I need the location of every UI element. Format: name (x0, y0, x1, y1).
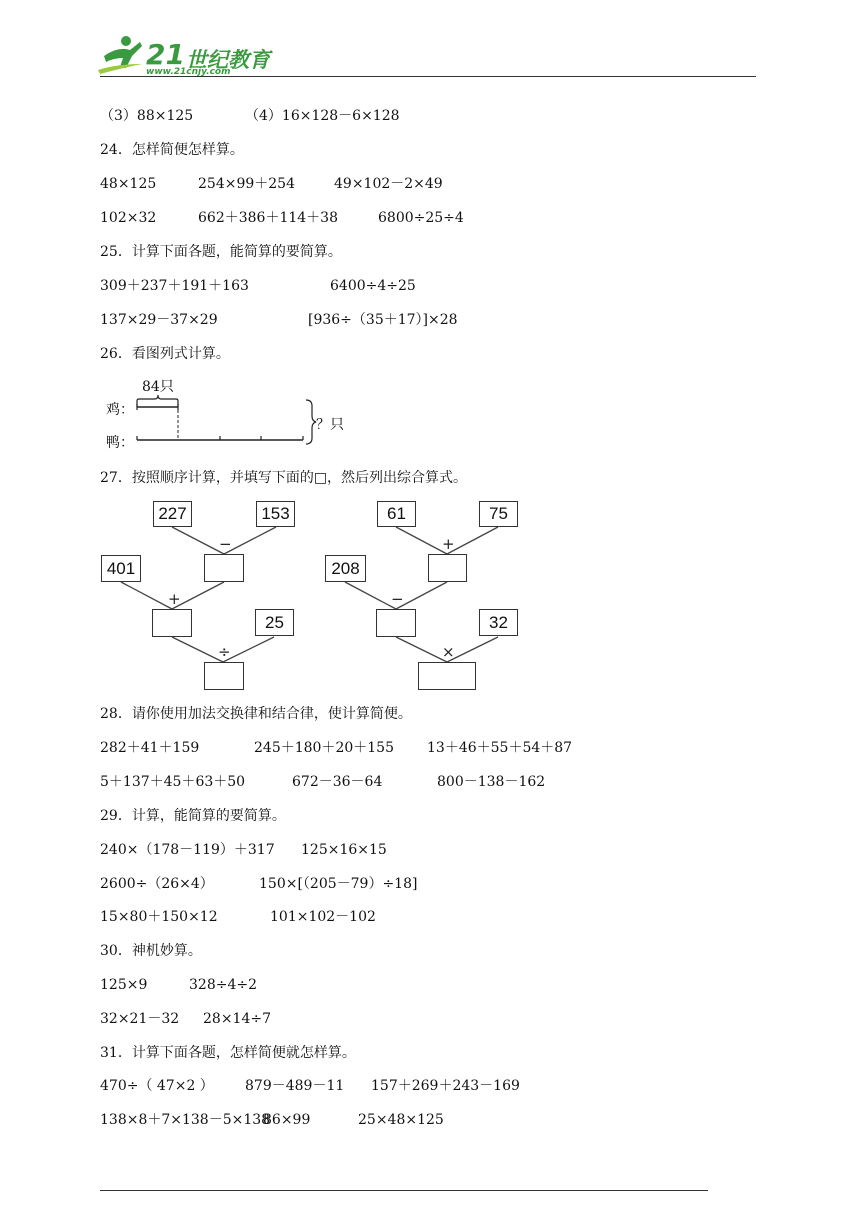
tree-left-op3: ÷ (218, 643, 231, 661)
expr-28-2a: 5＋137＋45＋63＋50 (100, 774, 246, 790)
question-29: 29．计算，能简算的要简算。 (100, 808, 286, 824)
tree-right-op1: + (442, 535, 455, 553)
expr-31-2a: 138×8＋7×138－5×138 (100, 1112, 271, 1128)
footer-rule (100, 1190, 708, 1191)
line-23-3: （3）88×125 (100, 108, 194, 124)
header-logo (96, 34, 296, 78)
expr-29-3a: 15×80＋150×12 (100, 909, 218, 925)
tree-left-box-a: 227 (153, 501, 192, 527)
label-duck: 鸭： (106, 435, 134, 451)
expr-24-2c: 6800÷25÷4 (378, 210, 464, 226)
tree-left-box-c: 401 (101, 555, 141, 582)
expr-29-3b: 101×102－102 (270, 909, 376, 925)
tree-left-op2: + (168, 590, 181, 608)
tree-right-box-b: 75 (479, 501, 518, 527)
expr-30-2a: 32×21－32 (100, 1011, 180, 1027)
tree-right-answer-2[interactable] (376, 609, 416, 637)
expr-24-1a: 48×125 (100, 176, 157, 192)
runner-logo-icon (96, 34, 146, 78)
expr-29-2b: 150×[（205－79）÷18] (259, 876, 418, 892)
expr-29-1a: 240×（178－119）＋317 (100, 842, 275, 858)
expr-31-1a: 470÷（ 47×2 ） (100, 1078, 214, 1094)
expr-31-1c: 157＋269＋243－169 (371, 1078, 520, 1094)
expr-28-2c: 800－138－162 (437, 774, 546, 790)
label-question: ？只 (316, 417, 344, 433)
expr-31-2c: 25×48×125 (358, 1112, 444, 1128)
tree-right-box-c: 208 (325, 555, 366, 582)
tree-left-answer-3[interactable] (204, 662, 244, 690)
tree-right-answer-1[interactable] (428, 554, 467, 582)
tree-right-op2: − (391, 590, 404, 608)
question-31: 31．计算下面各题，怎样简便就怎样算。 (100, 1045, 356, 1061)
expr-25-1b: 6400÷4÷25 (330, 278, 416, 294)
expr-28-1b: 245＋180＋20＋155 (254, 740, 394, 756)
segment-diagram (100, 374, 360, 450)
expr-25-2b: [936÷（35＋17）]×28 (308, 312, 458, 328)
expr-31-2b: 86×99 (263, 1112, 311, 1128)
expr-24-2b: 662＋386＋114＋38 (198, 210, 338, 226)
expr-28-1c: 13＋46＋55＋54＋87 (427, 740, 573, 756)
expr-30-1b: 328÷4÷2 (189, 977, 257, 993)
logo-chinese: 世纪教育 (186, 48, 270, 72)
expr-31-1b: 879－489－11 (245, 1078, 345, 1094)
tree-left-answer-1[interactable] (204, 554, 244, 582)
tree-left-answer-2[interactable] (152, 609, 192, 637)
question-28: 28．请你使用加法交换律和结合律，使计算简便。 (100, 706, 412, 722)
expr-30-2b: 28×14÷7 (203, 1011, 271, 1027)
expr-30-1a: 125×9 (100, 977, 148, 993)
tree-right-answer-3[interactable] (418, 662, 476, 690)
expr-28-1a: 282＋41＋159 (100, 740, 200, 756)
tree-left-box-d: 25 (255, 609, 294, 636)
expr-28-2b: 672－36－64 (292, 774, 383, 790)
diagram-26 (100, 374, 360, 450)
tree-right-box-a: 61 (377, 501, 416, 527)
question-24: 24．怎样简便怎样算。 (100, 142, 244, 158)
question-25: 25．计算下面各题，能简算的要简算。 (100, 244, 342, 260)
expr-24-1c: 49×102－2×49 (334, 176, 443, 192)
tree-right-box-d: 32 (479, 609, 518, 636)
expr-24-1b: 254×99＋254 (198, 176, 295, 192)
header-rule (100, 76, 756, 77)
expr-29-1b: 125×16×15 (301, 842, 387, 858)
expr-29-2a: 2600÷（26×4） (100, 876, 214, 892)
logo-url: www.21cnjy.com (146, 67, 231, 77)
line-23-4: （4）16×128－6×128 (245, 108, 400, 124)
question-30: 30．神机妙算。 (100, 943, 202, 959)
tree-left-box-b: 153 (256, 501, 295, 527)
label-84: 84只 (142, 379, 174, 395)
label-chicken: 鸡： (106, 402, 134, 418)
question-26: 26．看图列式计算。 (100, 346, 230, 362)
tree-right-op3: × (442, 643, 455, 661)
logo-number: 21 (146, 38, 185, 71)
tree-left-op1: − (219, 535, 232, 553)
expr-25-2a: 137×29－37×29 (100, 312, 218, 328)
question-27: 27．按照顺序计算，并填写下面的□，然后列出综合算式。 (100, 470, 468, 486)
expr-24-2a: 102×32 (100, 210, 157, 226)
expr-25-1a: 309＋237＋191＋163 (100, 278, 249, 294)
